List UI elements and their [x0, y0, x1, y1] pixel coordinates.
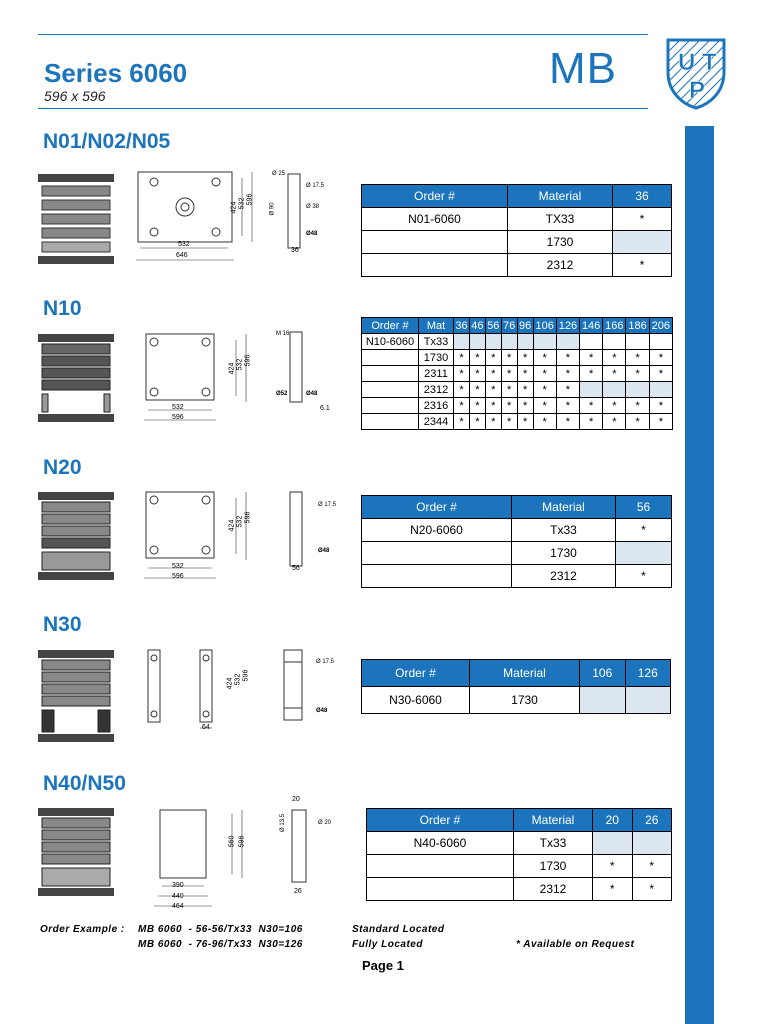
table-row: [362, 334, 673, 350]
table-cell: [362, 366, 419, 382]
table-cell: *: [603, 398, 626, 414]
section-title-n20: N20: [43, 456, 82, 479]
section-title-n01: N01/N02/N05: [43, 130, 171, 153]
order-example-1-note: Standard Located: [352, 924, 445, 935]
table-cell: [625, 687, 671, 714]
table-cell: *: [616, 565, 672, 588]
table-cell: [580, 687, 626, 714]
n10-dim-d1: Ø48: [306, 391, 318, 397]
table-cell: *: [533, 398, 556, 414]
n01-dim-d3: Ø 90: [269, 202, 276, 216]
table-cell: *: [517, 398, 533, 414]
table-cell: 2312: [419, 382, 454, 398]
n01-dim-d4: Ø 38: [306, 204, 320, 210]
table-cell: *: [533, 414, 556, 430]
table-row: [362, 350, 673, 366]
table-row: [362, 382, 673, 398]
table-cell: [362, 414, 419, 430]
table-cell: [362, 542, 512, 565]
n20-dim-t: 56: [292, 565, 300, 572]
header-cell: 106: [533, 318, 556, 334]
header-cell: 126: [556, 318, 579, 334]
page-number: Page 1: [362, 958, 404, 973]
n01-dim-t: 36: [291, 247, 299, 254]
table-cell: [613, 231, 672, 254]
n01-side-view: [36, 168, 116, 270]
n40-dim-t2: 26: [294, 888, 302, 895]
header-cell: Material: [514, 809, 593, 832]
table-cell: *: [626, 398, 649, 414]
header-cell: Order #: [362, 496, 512, 519]
table-cell: Tx33: [512, 519, 616, 542]
table-cell: N20-6060: [362, 519, 512, 542]
header-cell: 56: [616, 496, 672, 519]
table-cell: 2344: [419, 414, 454, 430]
table-cell: *: [626, 350, 649, 366]
table-cell: [649, 334, 672, 350]
n20-dim-w1: 532: [172, 563, 184, 570]
table-cell: [580, 334, 603, 350]
table-cell: 2312: [512, 565, 616, 588]
table-cell: [362, 231, 508, 254]
header-rule: [38, 108, 648, 109]
utp-logo-icon: [664, 36, 728, 112]
n20-dim-h1: 424: [228, 519, 236, 532]
table-cell: 1730: [514, 855, 593, 878]
table-cell: N10-6060: [362, 334, 419, 350]
table-cell: *: [556, 350, 579, 366]
header-cell: 20: [593, 809, 633, 832]
table-cell: *: [616, 519, 672, 542]
n20-dim-h3: 596: [244, 511, 252, 524]
header-cell: 146: [580, 318, 603, 334]
table-cell: *: [454, 366, 470, 382]
table-cell: *: [501, 366, 517, 382]
n40-dim-w3: 464: [172, 903, 184, 910]
table-cell: [501, 334, 517, 350]
header-cell: 96: [518, 319, 532, 332]
table-cell: *: [649, 350, 672, 366]
table-cell: [626, 334, 649, 350]
table-cell: [556, 334, 579, 350]
n40-side-view: [36, 806, 116, 902]
brand-mark: MB: [549, 44, 617, 93]
table-row: [362, 687, 671, 714]
header-cell: Mat: [419, 318, 454, 334]
n01-section-view: [284, 172, 304, 252]
n40-dim-w1: 390: [172, 882, 184, 889]
table-cell: 1730: [419, 350, 454, 366]
table-cell: [485, 334, 501, 350]
table-row: [367, 855, 672, 878]
table-cell: *: [613, 254, 672, 277]
table-cell: *: [454, 382, 470, 398]
table-cell: *: [485, 366, 501, 382]
order-example-2-note: Fully Located: [352, 939, 423, 950]
table-cell: *: [580, 366, 603, 382]
order-example-2: MB 6060 - 76-96/Tx33 N30=126: [138, 939, 303, 950]
table-row: [362, 398, 673, 414]
table-cell: *: [593, 855, 633, 878]
n20-dim-d1: Ø 17.5: [318, 502, 337, 508]
svg-text:P: P: [689, 77, 706, 104]
header-cell: 166: [603, 318, 626, 334]
table-cell: *: [593, 878, 633, 901]
table-cell: N40-6060: [367, 832, 514, 855]
table-cell: *: [501, 414, 517, 430]
n30-order-table: [361, 659, 671, 714]
table-cell: *: [556, 414, 579, 430]
header-cell: Material: [512, 496, 616, 519]
table-cell: *: [603, 350, 626, 366]
n01-dim-w2: 646: [176, 252, 188, 259]
header-cell: 206: [649, 318, 672, 334]
table-cell: *: [603, 366, 626, 382]
n10-dim-m: M 16: [276, 331, 290, 337]
table-cell: 1730: [470, 687, 580, 714]
table-cell: *: [517, 414, 533, 430]
n20-top-view: [140, 488, 260, 584]
table-row: [362, 542, 672, 565]
header-cell: 26: [632, 809, 672, 832]
header-cell: 36: [613, 185, 672, 208]
n10-dim-h3: 596: [244, 354, 252, 367]
table-cell: *: [469, 366, 485, 382]
table-row: [362, 414, 673, 430]
table-cell: [603, 382, 626, 398]
header-cell: Order #: [362, 185, 508, 208]
header-cell: 46: [471, 319, 484, 332]
table-row: [362, 519, 672, 542]
table-cell: *: [580, 350, 603, 366]
table-cell: *: [556, 398, 579, 414]
header-cell: Order #: [362, 660, 470, 687]
table-row: [367, 832, 672, 855]
header-cell: Order #: [367, 809, 514, 832]
table-cell: *: [501, 350, 517, 366]
availability-note: * Available on Request: [516, 939, 635, 950]
n10-dim-w2: 596: [172, 414, 184, 421]
table-cell: *: [485, 398, 501, 414]
table-cell: *: [469, 398, 485, 414]
table-cell: *: [632, 855, 672, 878]
table-cell: [533, 334, 556, 350]
header-cell: 76: [503, 319, 516, 332]
table-cell: *: [533, 350, 556, 366]
table-row: [362, 208, 672, 231]
table-cell: [469, 334, 485, 350]
table-row: [362, 231, 672, 254]
n10-top-view: [140, 330, 260, 428]
table-cell: *: [649, 366, 672, 382]
table-cell: *: [580, 414, 603, 430]
n30-dim-d2: Ø48: [316, 708, 328, 714]
table-cell: *: [485, 414, 501, 430]
table-cell: *: [517, 366, 533, 382]
n40-dim-d1: Ø 13.5: [280, 813, 287, 833]
n30-dim-t: 64: [202, 724, 210, 731]
header-cell: 126: [625, 660, 671, 687]
table-cell: [454, 334, 470, 350]
table-cell: *: [556, 382, 579, 398]
table-cell: *: [517, 350, 533, 366]
n01-dim-d1: Ø 25: [272, 171, 286, 177]
n01-dim-h2: 532: [238, 197, 246, 210]
page-title: Series 6060: [44, 58, 188, 88]
n20-order-table: [361, 495, 672, 588]
table-cell: *: [613, 208, 672, 231]
table-cell: [367, 878, 514, 901]
n40-dim-t1: 20: [292, 796, 300, 803]
n30-top-view: [142, 648, 222, 734]
n01-dim-d2: Ø 17.5: [306, 183, 325, 189]
table-cell: *: [632, 878, 672, 901]
page-subtitle: 596 x 596: [44, 88, 106, 104]
n40-dim-h2: 596: [238, 835, 246, 848]
n30-side-view: [36, 646, 116, 746]
table-cell: *: [556, 366, 579, 382]
table-cell: *: [485, 382, 501, 398]
n40-section-view: [288, 806, 312, 886]
table-cell: *: [533, 366, 556, 382]
table-cell: *: [454, 350, 470, 366]
table-cell: *: [626, 366, 649, 382]
n01-order-table: [361, 184, 672, 277]
n01-dim-h3: 596: [246, 193, 254, 206]
table-cell: 1730: [508, 231, 613, 254]
table-cell: *: [454, 398, 470, 414]
section-title-n30: N30: [43, 613, 82, 636]
n10-dim-h2: 532: [236, 358, 244, 371]
n20-dim-d2: Ø48: [318, 548, 330, 554]
n10-dim-w1: 532: [172, 404, 184, 411]
table-cell: TX33: [508, 208, 613, 231]
n20-side-view: [36, 488, 116, 588]
n40-order-table: [366, 808, 672, 901]
header-cell: 36: [455, 319, 468, 332]
table-cell: [580, 382, 603, 398]
n30-section-view: [280, 648, 306, 724]
table-cell: [362, 398, 419, 414]
table-cell: 2312: [514, 878, 593, 901]
n40-dim-w2: 440: [172, 893, 184, 900]
header-cell: 186: [626, 318, 649, 334]
n10-dim-d2: Ø52: [276, 391, 288, 397]
order-example-1: MB 6060 - 56-56/Tx33 N30=106: [138, 924, 303, 935]
table-cell: [517, 334, 533, 350]
table-cell: 1730: [512, 542, 616, 565]
table-cell: *: [469, 350, 485, 366]
table-cell: *: [580, 398, 603, 414]
n20-dim-w2: 596: [172, 573, 184, 580]
n01-dim-h1: 424: [230, 201, 238, 214]
table-cell: Tx33: [514, 832, 593, 855]
table-cell: *: [485, 350, 501, 366]
top-rule: [38, 34, 648, 35]
table-cell: N30-6060: [362, 687, 470, 714]
table-cell: N01-6060: [362, 208, 508, 231]
n40-dim-h1: 560: [228, 835, 236, 848]
table-cell: 2316: [419, 398, 454, 414]
header-cell: 56: [487, 319, 500, 332]
order-example-label: Order Example :: [40, 924, 125, 935]
n01-dim-d5: Ø48: [306, 231, 318, 237]
table-cell: *: [533, 382, 556, 398]
table-cell: [632, 832, 672, 855]
table-cell: 2311: [419, 366, 454, 382]
n10-side-view: [36, 330, 116, 428]
table-cell: *: [501, 398, 517, 414]
n10-dim-h1: 424: [228, 362, 236, 375]
table-cell: [362, 565, 512, 588]
header-cell: Material: [508, 185, 613, 208]
table-cell: [362, 382, 419, 398]
table-cell: *: [603, 414, 626, 430]
table-cell: *: [454, 414, 470, 430]
table-row: [362, 254, 672, 277]
n10-order-table: [361, 317, 673, 430]
table-cell: [603, 334, 626, 350]
table-row: [362, 565, 672, 588]
section-title-n10: N10: [43, 297, 82, 320]
table-cell: [367, 855, 514, 878]
n30-dim-h3: 596: [242, 669, 250, 682]
n10-dim-t: 6.1: [320, 405, 330, 412]
table-cell: *: [626, 414, 649, 430]
table-cell: [626, 382, 649, 398]
svg-text:U: U: [678, 49, 696, 76]
n10-section-view: [286, 330, 306, 406]
table-cell: *: [469, 382, 485, 398]
header-cell: Material: [470, 660, 580, 687]
table-cell: *: [649, 398, 672, 414]
n20-dim-h2: 532: [236, 515, 244, 528]
table-cell: [593, 832, 633, 855]
side-accent-bar: [685, 126, 714, 1024]
table-cell: 2312: [508, 254, 613, 277]
table-cell: *: [469, 414, 485, 430]
n20-section-view: [286, 490, 306, 570]
table-row: [362, 366, 673, 382]
svg-text:T: T: [702, 49, 717, 76]
header-cell: 106: [580, 660, 626, 687]
table-cell: [649, 382, 672, 398]
n01-top-view: [132, 168, 262, 270]
table-cell: Tx33: [419, 334, 454, 350]
n30-dim-d1: Ø 17.5: [316, 659, 335, 665]
table-row: [367, 878, 672, 901]
table-cell: [362, 350, 419, 366]
n40-dim-d2: Ø 20: [318, 820, 332, 826]
table-cell: *: [501, 382, 517, 398]
table-cell: [616, 542, 672, 565]
section-title-n40: N40/N50: [43, 772, 126, 795]
table-cell: *: [517, 382, 533, 398]
n40-top-view: [148, 806, 258, 912]
n30-dim-h1: 424: [226, 677, 234, 690]
table-cell: *: [649, 414, 672, 430]
header-cell: Order #: [362, 318, 419, 334]
table-cell: [362, 254, 508, 277]
n30-dim-h2: 532: [234, 673, 242, 686]
n01-dim-w1: 532: [178, 241, 190, 248]
